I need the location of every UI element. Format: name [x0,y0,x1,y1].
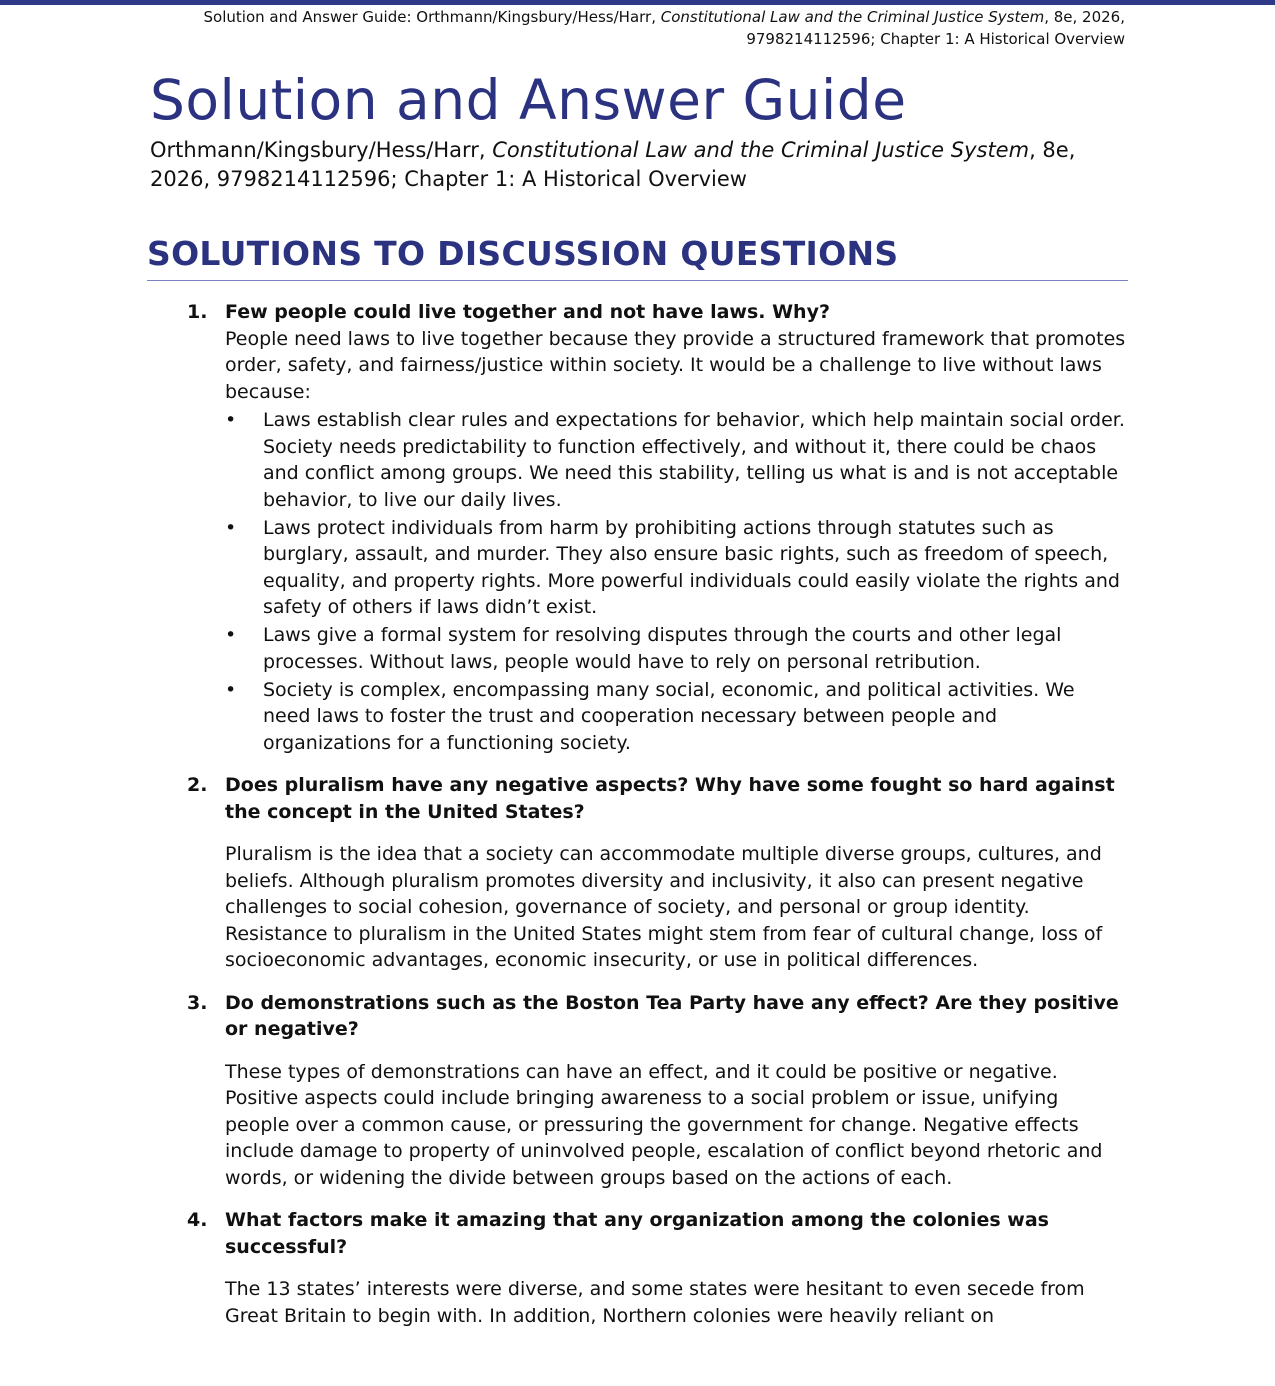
bullet-text: Laws protect individuals from harm by prohibiting actions through statutes such as burglary, assault, and murder. They also ensure basic rights, such as freedom of speech, equality, and property rights. More powerful individuals could easily violate the rights and safety of others if laws didn’t exist. [263,516,1120,618]
question-number: 1. [187,301,208,323]
answer-text: Resistance to pluralism in the United States might stem from fear of cultural change, loss of socioeconomic advantages, economic insecurity, or use in political differences. [225,922,1103,971]
subtitle-authors: Orthmann/Kingsbury/Hess/Harr, [150,138,493,162]
bullet-item [225,622,1128,675]
answer-text: People need laws to live together because they provide a structured framework that promotes order, safety, and fairness/justice within society. It would be a challenge to live without laws because: [225,327,1126,403]
question-text: Do demonstrations such as the Boston Tea Party have any effect? Are they positive or negative? [225,991,1119,1040]
subtitle-details: , 8e, 2026, 9798214112596; Chapter 1: A Historical Overview [150,138,1076,191]
answer-text: The 13 states’ interests were diverse, and some states were hesitant to even secede from Great Britain to begin with. In addition, Northern colonies were heavily reliant on [225,1278,1085,1327]
running-header-suffix: , 8e, 2026, 9798214112596; Chapter 1: A Historical Overview [746,8,1125,48]
bullet-text: Laws give a formal system for resolving disputes through the courts and other legal processes. Without laws, people would have to rely on personal retribution. [263,624,1062,673]
question-number: 2. [187,774,208,796]
page-subtitle [150,136,1128,194]
answer-bullet-list [225,407,1128,756]
running-header [145,6,1125,50]
answer-text: Pluralism is the idea that a society can accommodate multiple diverse groups, cultures, and beliefs. Although pluralism promotes diversity and inclusivity, it also can present negative challenges to social cohesion, governance of society, and personal or group identity. [225,843,1102,918]
bullet-text: Society is complex, encompassing many social, economic, and political activities. We need laws to foster the trust and cooperation necessary between people and organizations for a functioning society. [263,678,1075,754]
bullet-item [225,515,1128,621]
running-header-book-title: Constitutional Law and the Criminal Justice System [660,8,1045,26]
question-text: What factors make it amazing that any organization among the colonies was successful? [225,1209,1049,1258]
answer-text: These types of demonstrations can have an effect, and it could be positive or negative. Positive aspects could include bringing awareness to a social problem or issue, unifying people over a common cause, or pressuring the government for change. Negative effects include damage to property of uninvolved people, escalation of conflict beyond rhetoric and words, or widening the divide between groups based on the actions of each. [225,1060,1103,1189]
section-heading: SOLUTIONS TO DISCUSSION QUESTIONS [147,234,1128,281]
question-item-2 [150,772,1128,974]
question-number: 3. [187,991,208,1014]
bullet-dot-icon: • [225,516,237,539]
subtitle-book-title: Constitutional Law and the Criminal Justice System [492,138,1030,162]
question-number: 4. [187,1209,208,1231]
running-header-prefix: Solution and Answer Guide: Orthmann/Kingsbury/Hess/Harr, [203,8,661,26]
question-list [150,299,1128,1329]
bullet-item [225,677,1128,757]
document-body [147,64,1128,1345]
question-text: Does pluralism have any negative aspects? Why have some fought so hard against the concept in the United States? [225,774,1115,823]
bullet-text: Laws establish clear rules and expectations for behavior, which help maintain social order. Society needs predictability to function effectively, and without it, there could be chaos and conflict among groups. We need this stability, telling us what is and is not acceptable behavior, to live our daily lives. [263,409,1125,511]
question-item-3 [150,990,1128,1192]
question-item-4 [150,1207,1128,1329]
question-text: Few people could live together and not have laws. Why? [225,301,830,323]
bullet-dot-icon: • [225,624,237,646]
bullet-item [225,407,1128,513]
bullet-dot-icon: • [225,409,237,431]
question-item-1 [150,299,1128,756]
top-accent-rule [0,0,1275,5]
page-title: Solution and Answer Guide [150,68,907,132]
bullet-dot-icon: • [225,678,237,701]
